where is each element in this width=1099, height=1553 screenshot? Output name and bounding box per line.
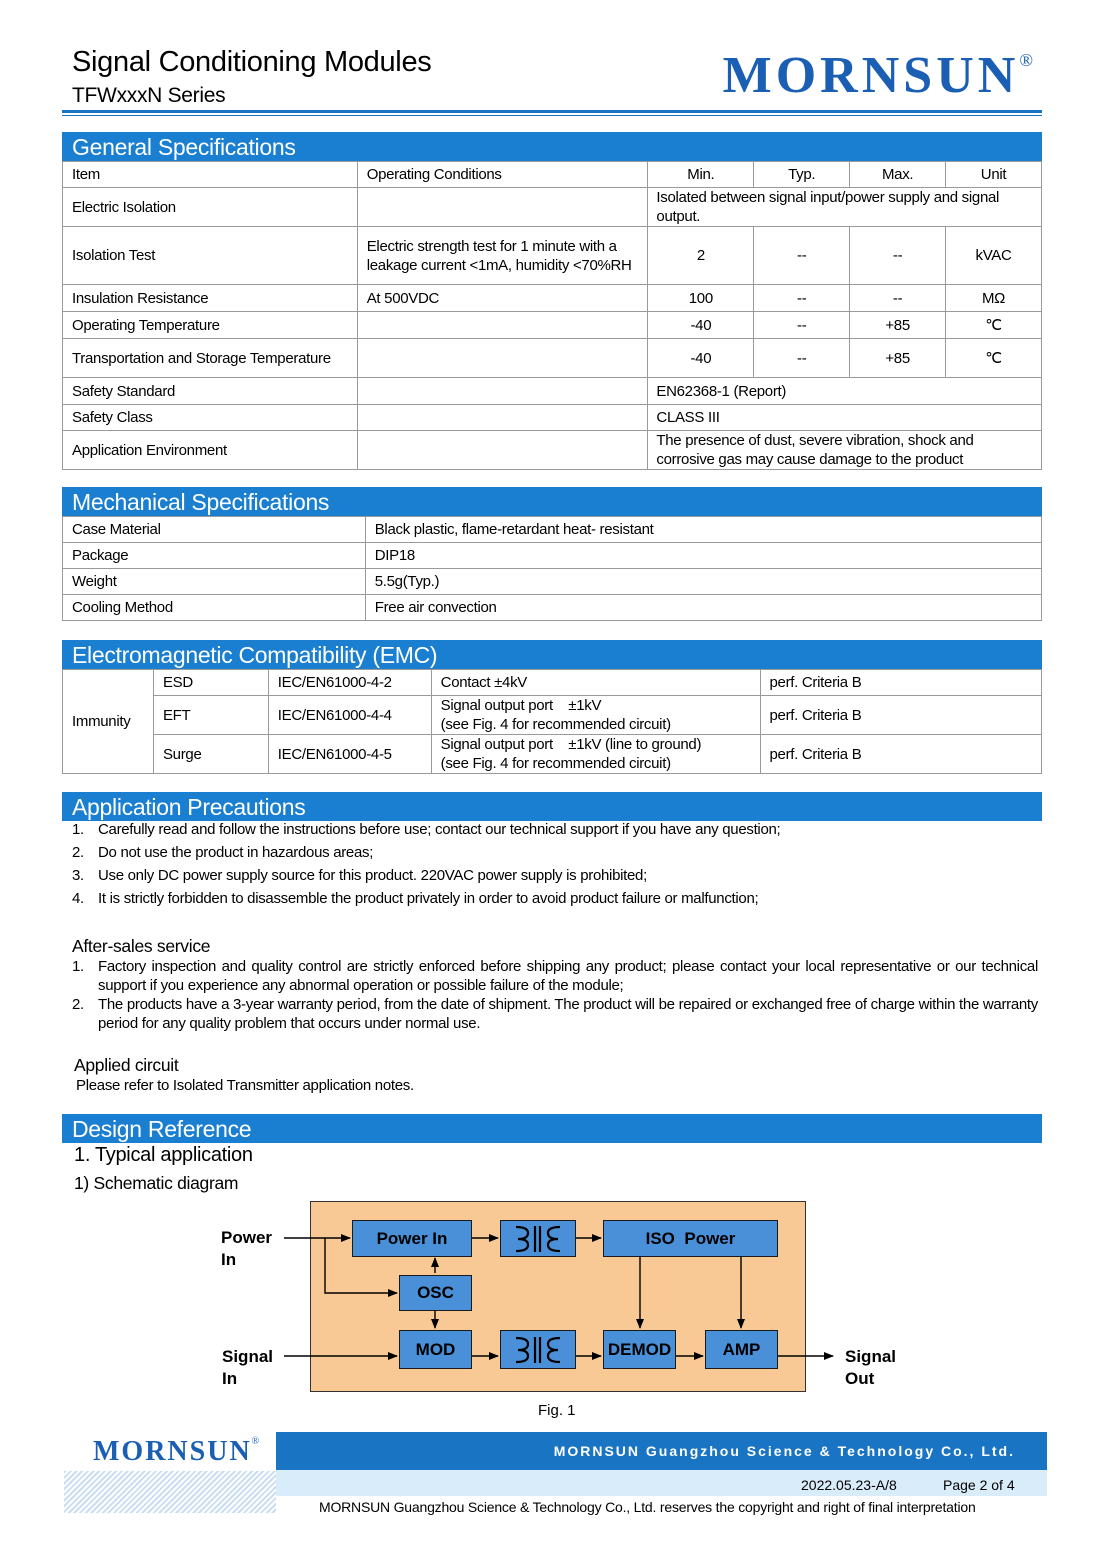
series-name: TFWxxxN Series <box>72 84 226 107</box>
section-emc: Electromagnetic Compatibility (EMC) <box>62 640 1042 669</box>
table-row: Insulation Resistance At 500VDC 100 -- -- MΩ <box>63 285 1042 312</box>
table-row: EFT IEC/EN61000-4-4 Signal output port ±1kV (see Fig. 4 for recommended circuit) perf. Criteria B <box>63 696 1042 735</box>
section-general-specifications: General Specifications <box>62 132 1042 161</box>
label-signal-in: Signal In <box>222 1347 274 1388</box>
after-sales-item-2: The products have a 3-year warranty period, from the date of shipment. The product will be repaired or exchanged free of charge within the warranty period for any quality problem that occurs under normal use. <box>98 996 1038 1032</box>
list-item: 3. Use only DC power supply source for this product. 220VAC power supply is prohibited; <box>72 867 647 884</box>
block-power-in: Power In <box>352 1220 472 1257</box>
mechanical-spec-table <box>62 516 1042 621</box>
transformer-top-icon <box>506 1223 570 1255</box>
col-min: Min. <box>648 162 754 188</box>
col-item: Item <box>63 162 358 188</box>
after-sales-heading: After-sales service <box>72 936 211 956</box>
block-amp: AMP <box>705 1330 778 1369</box>
list-item: 4. It is strictly forbidden to disassemble the product privately in order to avoid product failure or malfunction; <box>72 890 759 907</box>
applied-circuit-heading: Applied circuit <box>74 1055 179 1075</box>
col-operating-conditions: Operating Conditions <box>357 162 648 188</box>
table-row: Application Environment The presence of dust, severe vibration, shock and corrosive gas may cause damage to the product <box>63 431 1042 470</box>
footer-info-band <box>276 1470 1047 1496</box>
typical-application-heading: 1. Typical application <box>74 1144 253 1166</box>
section-application-precautions: Application Precautions <box>62 792 1042 821</box>
table-row: Safety Standard EN62368-1 (Report) <box>63 378 1042 405</box>
applied-circuit-text: Please refer to Isolated Transmitter application notes. <box>76 1077 414 1094</box>
table-row: Cooling Method Free air convection <box>63 595 1042 621</box>
table-row: Isolation Test Electric strength test for 1 minute with a leakage current <1mA, humidity <70%RH 2 -- -- kVAC <box>63 227 1042 285</box>
table-header-row <box>63 162 1042 188</box>
table-row: Safety Class CLASS III <box>63 405 1042 431</box>
footer-hatch <box>64 1471 276 1513</box>
table-row: Case Material Black plastic, flame-retardant heat- resistant <box>63 517 1042 543</box>
block-mod: MOD <box>399 1330 472 1369</box>
brand-logo: MORNSUN® <box>722 47 1033 104</box>
table-row: Weight 5.5g(Typ.) <box>63 569 1042 595</box>
block-demod: DEMOD <box>603 1330 676 1369</box>
table-row: Surge IEC/EN61000-4-5 Signal output port ±1kV (line to ground) (see Fig. 4 for recommended circuit) perf. Criteria B <box>63 735 1042 774</box>
list-item: 2. Do not use the product in hazardous areas; <box>72 844 374 861</box>
table-row: Transportation and Storage Temperature -40 -- +85 ℃ <box>63 339 1042 378</box>
list-item: 1. Carefully read and follow the instructions before use; contact our technical support if you have any question; <box>72 821 781 838</box>
emc-group-immunity: Immunity <box>63 670 154 774</box>
table-row: Electric Isolation Isolated between signal input/power supply and signal output. <box>63 188 1042 227</box>
section-design-reference: Design Reference <box>62 1114 1042 1143</box>
emc-table <box>62 669 1042 774</box>
table-row: Operating Temperature -40 -- +85 ℃ <box>63 312 1042 339</box>
figure-caption: Fig. 1 <box>538 1402 576 1419</box>
transformer-icon <box>500 1220 576 1257</box>
section-mechanical-specifications: Mechanical Specifications <box>62 487 1042 516</box>
footer-page-number: Page 2 of 4 <box>943 1477 1015 1493</box>
header-rule-thin <box>62 115 1042 116</box>
footer-logo: MORNSUN® <box>93 1436 260 1467</box>
after-sales-num-2: 2. <box>72 996 84 1013</box>
footer-copyright: MORNSUN Guangzhou Science & Technology Co., Ltd. reserves the copyright and right of final interpretation <box>319 1499 976 1515</box>
table-row: Immunity ESD IEC/EN61000-4-2 Contact ±4kV perf. Criteria B <box>63 670 1042 696</box>
label-signal-out: Signal Out <box>845 1347 897 1388</box>
after-sales-item-1: Factory inspection and quality control are strictly enforced before shipping any product; please contact your local representative or our technical support if you experience any abnormal operation or possible failure of the module; <box>98 958 1038 994</box>
transformer-icon <box>500 1330 576 1369</box>
general-spec-table <box>62 161 1042 470</box>
after-sales-num-1: 1. <box>72 958 84 975</box>
header-rule <box>62 110 1042 113</box>
precautions-list <box>72 818 1042 910</box>
label-power-in: Power In <box>221 1228 273 1269</box>
transformer-bottom-icon <box>506 1334 570 1366</box>
col-typ: Typ. <box>754 162 850 188</box>
col-unit: Unit <box>946 162 1042 188</box>
footer-band-slant <box>262 1432 292 1470</box>
col-max: Max. <box>850 162 946 188</box>
schematic-heading: 1) Schematic diagram <box>74 1173 239 1193</box>
block-iso-power: ISO Power <box>603 1220 778 1257</box>
block-osc: OSC <box>399 1275 472 1311</box>
table-row: Package DIP18 <box>63 543 1042 569</box>
footer-version: 2022.05.23-A/8 <box>801 1477 897 1493</box>
footer-company: MORNSUN Guangzhou Science & Technology Co., Ltd. <box>553 1443 1015 1459</box>
page-title: Signal Conditioning Modules <box>72 46 432 78</box>
